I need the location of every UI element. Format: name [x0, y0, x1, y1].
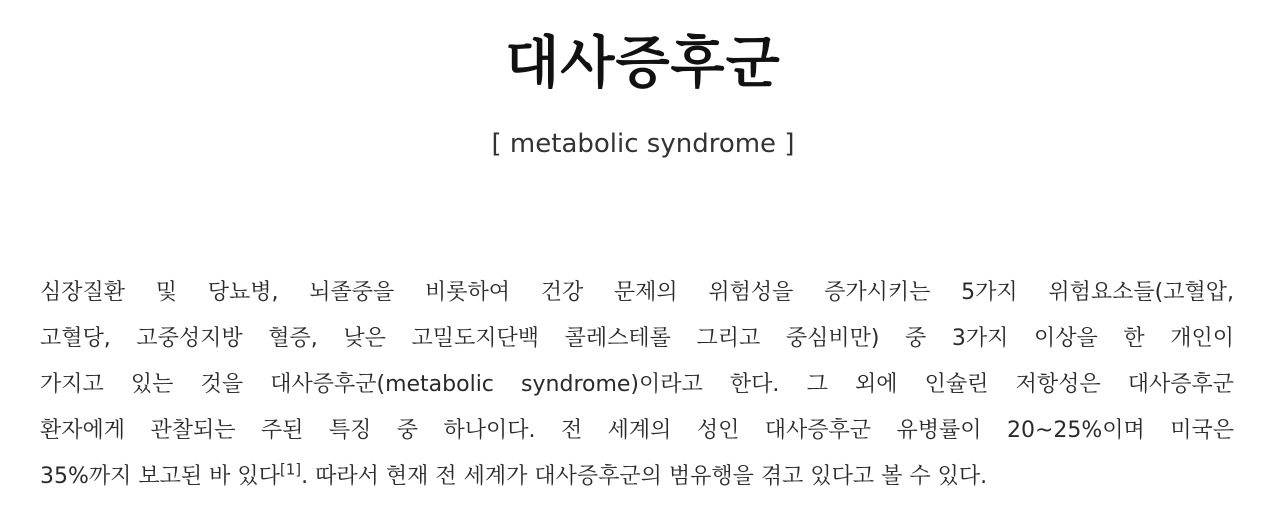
body-line: 환자에게 관찰되는 주된 특징 중 하나이다. 전 세계의 성인 대사증후군 유병률이 20~25%이며 미국은 [40, 418, 1234, 443]
page-subtitle: [ metabolic syndrome ] [491, 129, 795, 159]
body-paragraph [40, 270, 1234, 500]
body-line-last-start: 35%까지 보고된 바 있다 [40, 464, 280, 489]
body-line-last [40, 454, 1234, 500]
page-title: 대사증후군 [505, 31, 781, 96]
body-line: 심장질환 및 당뇨병, 뇌졸중을 비롯하여 건강 문제의 위험성을 증가시키는 5가지 위험요소들(고혈압, [40, 280, 1234, 305]
citation-link[interactable]: [1] [279, 460, 302, 479]
body-line-last-end: . 따라서 현재 전 세계가 대사증후군의 범유행을 겪고 있다고 볼 수 있다. [301, 464, 988, 489]
body-line: 고혈당, 고중성지방 혈증, 낮은 고밀도지단백 콜레스테롤 그리고 중심비만) 중 3가지 이상을 한 개인이 [40, 326, 1234, 351]
body-line: 가지고 있는 것을 대사증후군(metabolic syndrome)이라고 한다. 그 외에 인슐린 저항성은 대사증후군 [40, 372, 1234, 397]
